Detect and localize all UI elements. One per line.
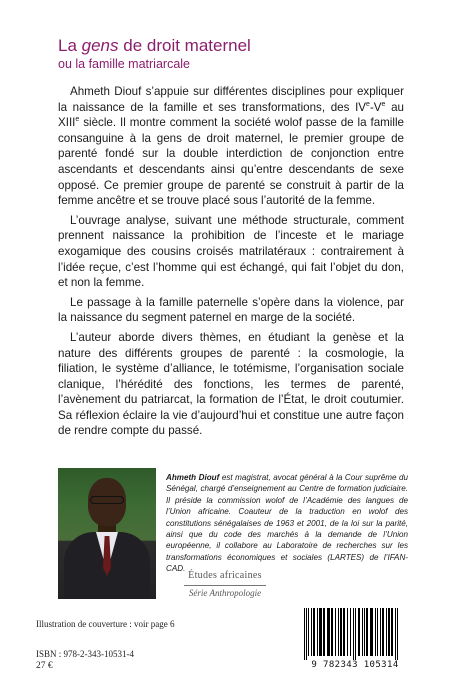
author-name: Ahmeth Diouf: [166, 473, 220, 482]
price: 27 €: [36, 661, 53, 671]
collection-series: Études africaines: [188, 570, 262, 581]
cover-illustration-credit: Illustration de couverture : voir page 6: [36, 619, 175, 629]
summary-paragraph-4: L’auteur aborde divers thèmes, en étudiant la genèse et la nature des différents groupes de parenté : la cosmologie, la filiation, le système d’alliance, le totémisme, l’organisation sociale clanique, l’hérédité des fonctions, les termes de parenté, l’avènement du patriarcat, la formation de l’État, le droit coutumier. Sa réflexion éclaire la vie d’aujourd’hui et constitue une autre façon de rendre compte du passé.: [58, 330, 404, 438]
summary-paragraph-3: Le passage à la famille paternelle s’opère dans la violence, par la naissance du segment paternel en marge de la société.: [58, 295, 404, 325]
barcode: [298, 608, 418, 660]
summary-paragraph-2: L’ouvrage analyse, suivant une méthode structurale, comment prennent naissance la prohibition de l’inceste et le mariage exogamique des cousins croisés matrilatéraux : contrairement à l’idée reçue, c’est l’homme qui est échangé, qui fait l’objet du don, et non la femme.: [58, 213, 404, 290]
collection-info: [0, 570, 450, 599]
author-bio: Ahmeth Diouf est magistrat, avocat général à la Cour suprême du Sénégal, chargé d’enseignement au Centre de formation judiciaire. Il préside la commission wolof de l’Académie des langues de l’Union africaine. Coauteur de la traduction en wolof des constitutions sénégalaises de 1963 et 2001, de la loi sur la parité, ainsi que du code des marchés à la demande de l’Union européenne, il collabore au Laboratoire de recherches sur les transformations économiques et sociales (LARTES) de l’IFAN-CAD.: [166, 473, 408, 574]
collection-subseries: Série Anthropologie: [188, 588, 262, 598]
isbn: ISBN : 978-2-343-10531-4: [36, 649, 134, 659]
book-subtitle: ou la famille matriarcale: [58, 57, 190, 71]
collection-divider: [184, 585, 266, 586]
summary-paragraph-1: Ahmeth Diouf s’appuie sur différentes disciplines pour expliquer la naissance de la famille et ses transformations, des IVe-Ve au XIIIe siècle. Il montre comment la société wolof passe de la famille consanguine à la gens de droit maternel, le premier groupe de parenté fondé sur la double interdiction de conjonction entre ascendants et descendants ainsi qu’entre descendants de sexe opposé. Ce premier groupe de parenté se construit à partir de la femme ancêtre et se trouve placé sous l’autorité de la femme.: [58, 85, 404, 208]
back-cover-summary: [58, 84, 404, 443]
barcode-number: 9 782343 105314: [311, 660, 399, 670]
book-title: La gens de droit maternel: [58, 36, 251, 55]
